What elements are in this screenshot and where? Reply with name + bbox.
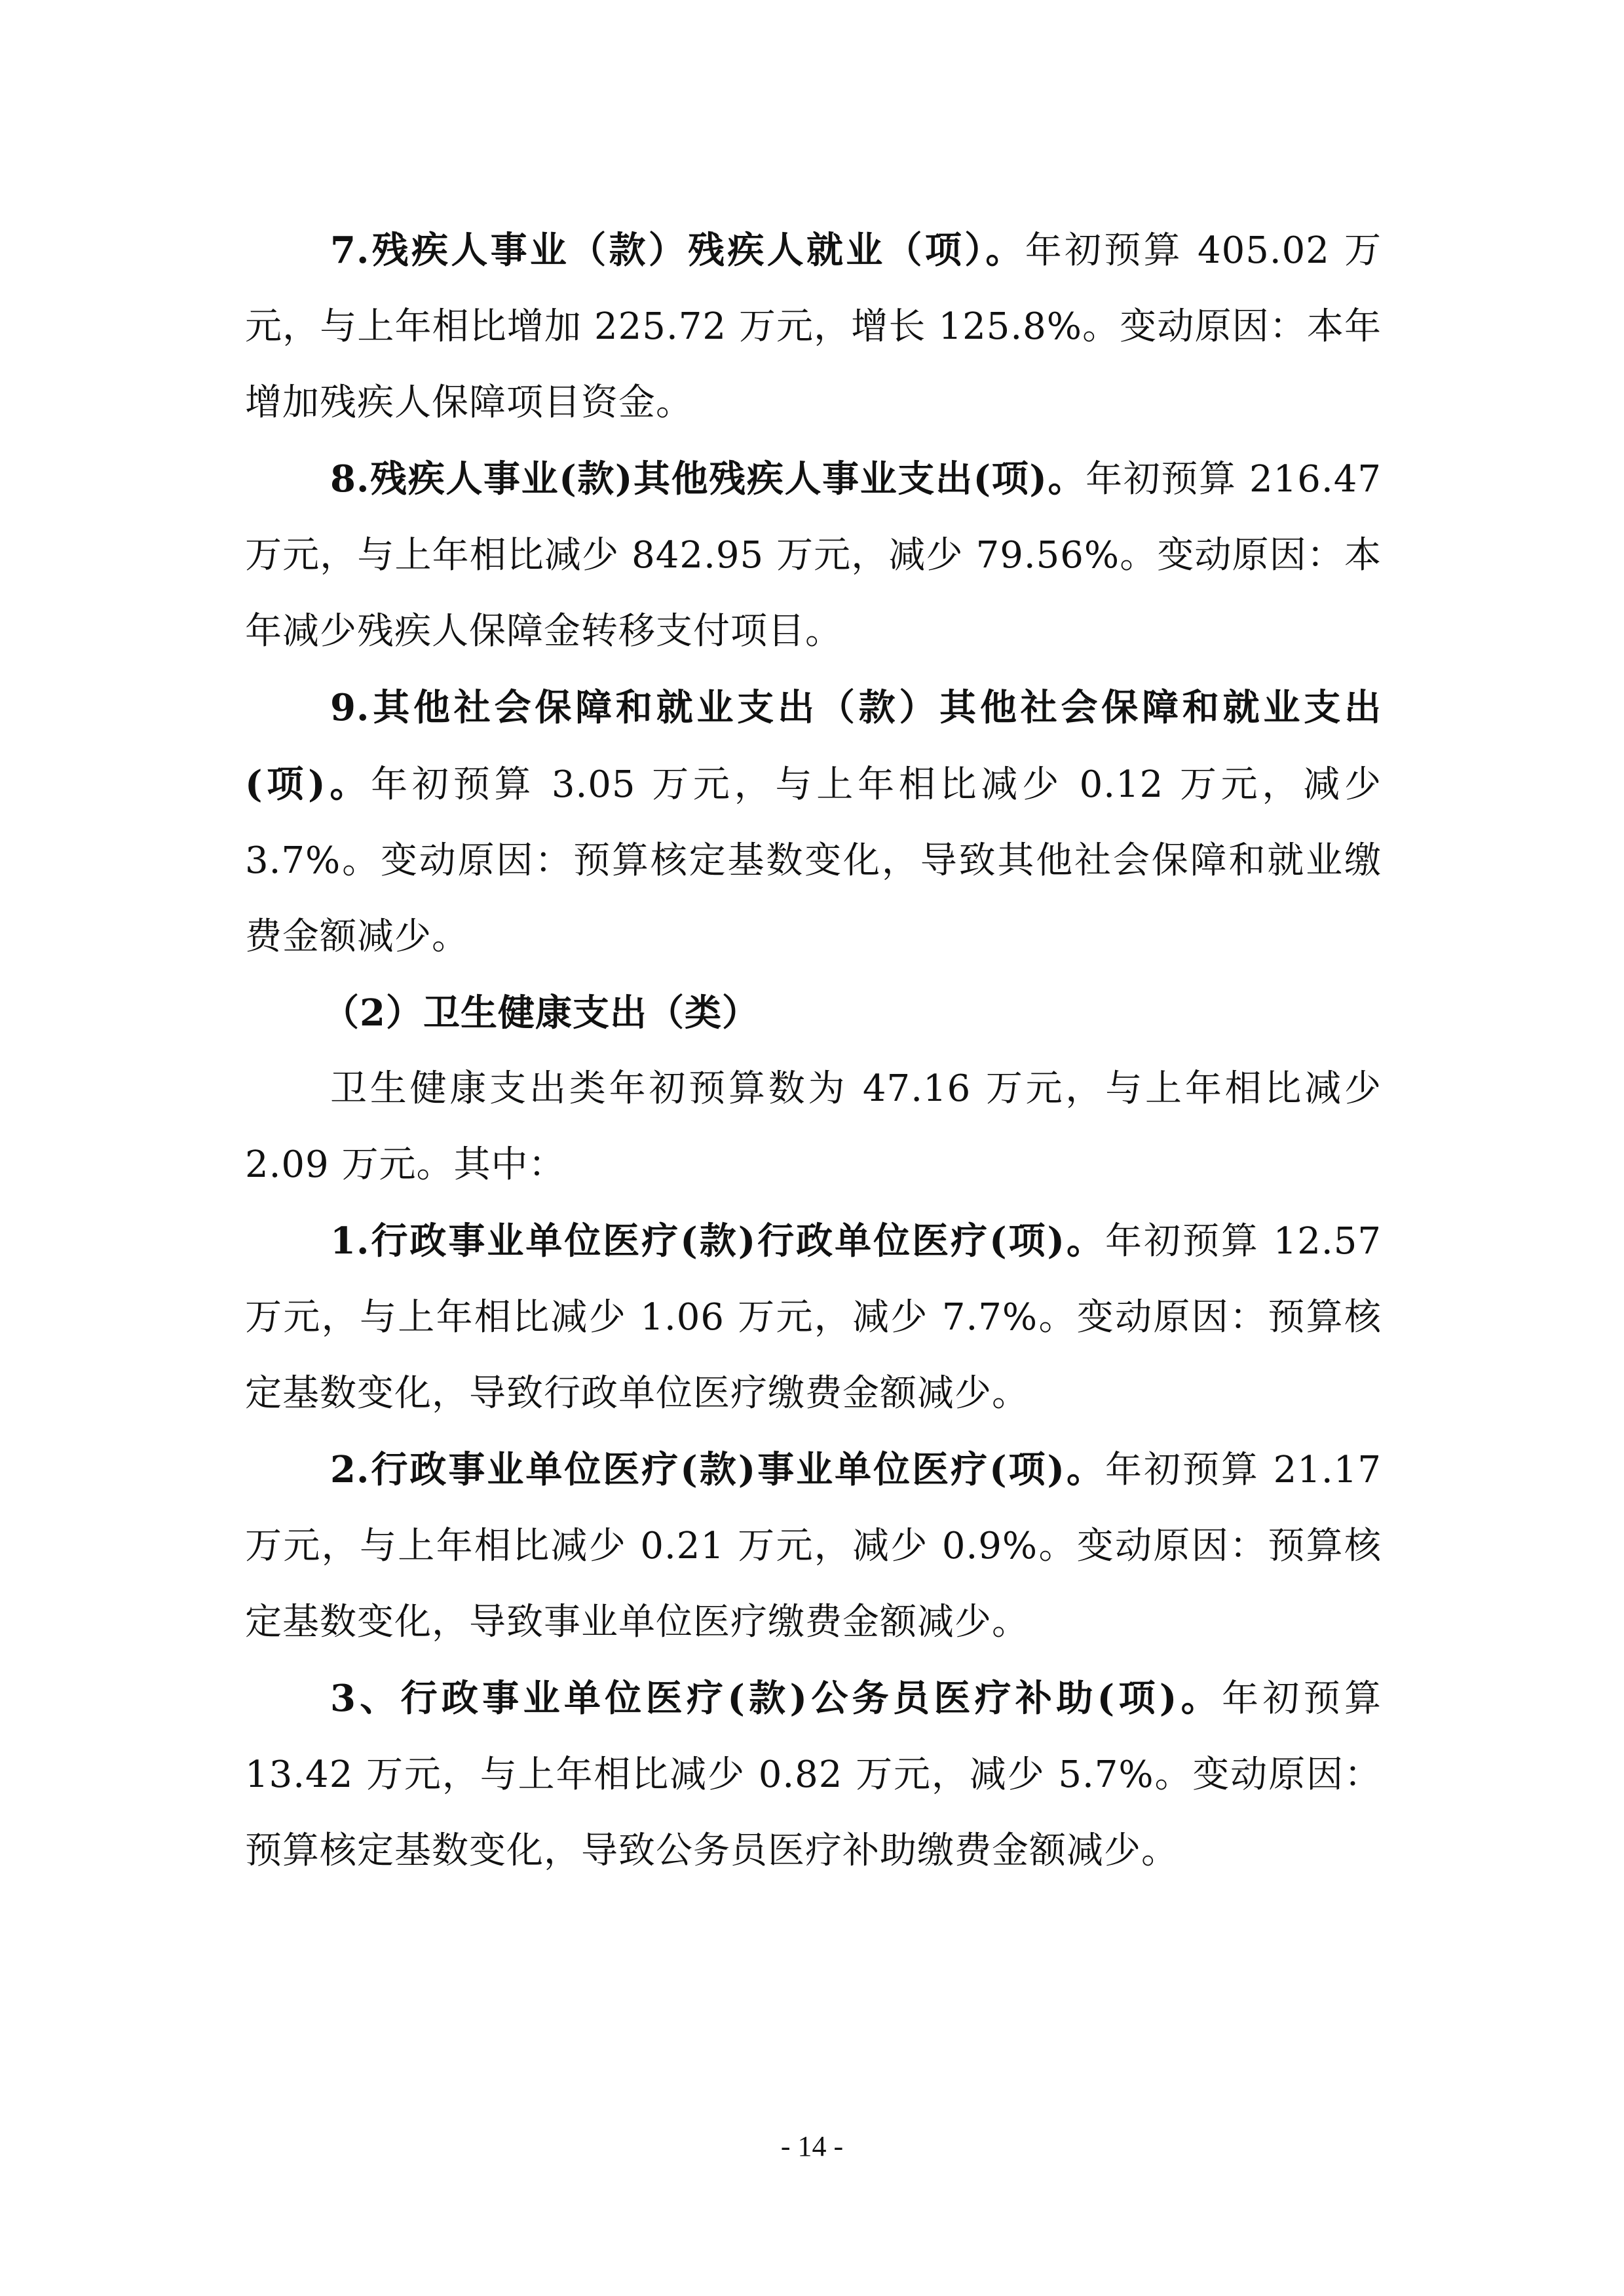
item-7-text: 年初预算 405.02 万元，与上年相比增加 225.72 万元，增长 125.8%。变动原因：本年增加残疾人保障项目资金。: [245, 229, 1382, 424]
paragraph-health-3: [245, 1660, 1382, 1889]
item-9-heading: 9.其他社会保障和就业支出（款）其他社会保障和就业支出(项)。: [245, 686, 1382, 806]
health-2-heading: 2.行政事业单位医疗(款)事业单位医疗(项)。: [330, 1448, 1105, 1491]
health-1-heading: 1.行政事业单位医疗(款)行政单位医疗(项)。: [330, 1219, 1105, 1263]
item-8-text: 年初预算 216.47 万元，与上年相比减少 842.95 万元，减少 79.56%。变动原因：本年减少残疾人保障金转移支付项目。: [245, 458, 1382, 653]
document-body: [245, 212, 1382, 1889]
health-3-heading: 3、行政事业单位医疗(款)公务员医疗补助(项)。: [330, 1677, 1222, 1720]
page-number: - 14 -: [780, 2130, 844, 2162]
paragraph-item-8: [245, 441, 1382, 670]
item-8-heading: 8.残疾人事业(款)其他残疾人事业支出(项)。: [330, 457, 1086, 501]
item-9-text: 年初预算 3.05 万元，与上年相比减少 0.12 万元，减少 3.7%。变动原因：预算核定基数变化，导致其他社会保障和就业缴费金额减少。: [245, 763, 1382, 958]
item-7-heading: 7.残疾人事业（款）残疾人就业（项）。: [330, 229, 1025, 272]
paragraph-health-2: [245, 1432, 1382, 1660]
paragraph-health-1: [245, 1203, 1382, 1432]
health-2-text: 年初预算 21.17 万元，与上年相比减少 0.21 万元，减少 0.9%。变动原因：预算核定基数变化，导致事业单位医疗缴费金额减少。: [245, 1449, 1382, 1643]
section-intro: 卫生健康支出类年初预算数为 47.16 万元，与上年相比减少 2.09 万元。其中：: [245, 1067, 1382, 1186]
paragraph-item-7: [245, 212, 1382, 441]
health-1-text: 年初预算 12.57 万元，与上年相比减少 1.06 万元，减少 7.7%。变动原因：预算核定基数变化，导致行政单位医疗缴费金额减少。: [245, 1220, 1382, 1415]
health-3-text: 年初预算 13.42 万元，与上年相比减少 0.82 万元，减少 5.7%。变动原因：预算核定基数变化，导致公务员医疗补助缴费金额减少。: [245, 1677, 1382, 1872]
paragraph-item-9: [245, 670, 1382, 975]
section-heading: （2）卫生健康支出（类）: [322, 991, 759, 1035]
